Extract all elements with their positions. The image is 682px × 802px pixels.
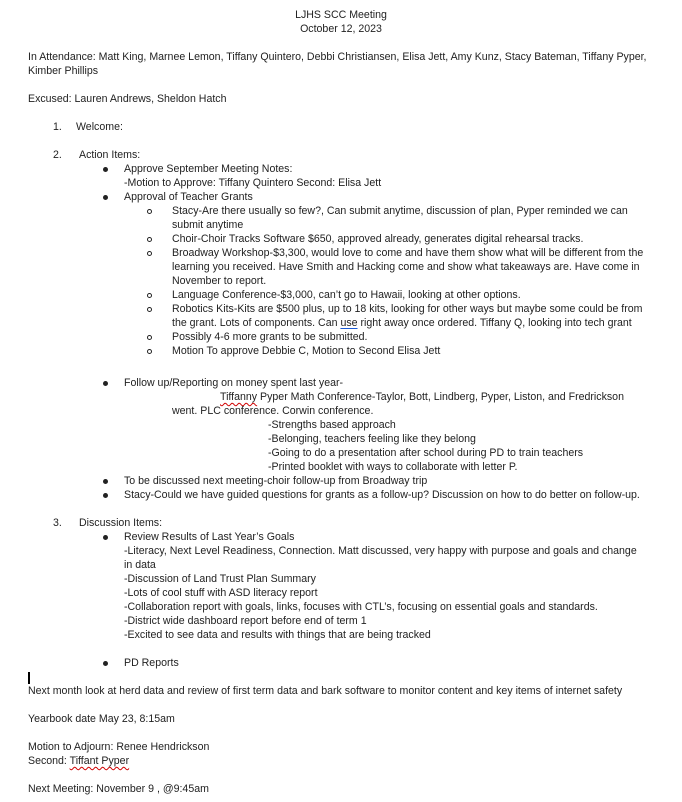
action-approve-notes: Approve September Meeting Notes: — [124, 163, 293, 175]
robotics-text-c: right away once ordered. Tiffany Q, looking into tech grant — [357, 317, 632, 329]
section-number-1: 1. — [53, 121, 62, 133]
spellcheck-flag-tiffanny[interactable]: Tiffanny — [220, 391, 258, 403]
attendance-line-2: Kimber Phillips — [28, 65, 99, 77]
discussion-dashboard: -District wide dashboard report before end of term 1 — [124, 615, 367, 627]
grant-broadway-line-1: Broadway Workshop-$3,300, would love to come and have them show what will be different from the — [172, 247, 644, 259]
grant-language: Language Conference-$3,000, can’t go to Hawaii, looking at other options. — [172, 289, 521, 301]
spellcheck-flag-tiffant-pyper[interactable]: Tiffant Pyper — [69, 755, 130, 767]
sub-bullet-icon — [147, 237, 152, 242]
section-number-2: 2. — [53, 149, 62, 161]
discussion-literacy-line-2: in data — [124, 559, 156, 571]
grant-broadway-line-2: learning you received. Have Smith and Hacking come and show what takeaways are. Have come in — [172, 261, 640, 273]
text-cursor — [28, 672, 30, 684]
followup-presentation: -Going to do a presentation after school during PD to train teachers — [268, 447, 584, 459]
discussion-asd: -Lots of cool stuff with ASD literacy report — [124, 587, 318, 599]
followup-booklet: -Printed booklet with ways to collaborate with letter P. — [268, 461, 518, 473]
sub-bullet-icon — [147, 335, 152, 340]
discussion-review: Review Results of Last Year’s Goals — [124, 531, 295, 543]
conference-line-1 — [220, 390, 624, 404]
attendance-line-1: In Attendance: Matt King, Marnee Lemon, Tiffany Quintero, Debbi Christiansen, Elisa Jett, Amy Kunz, Stacy Bateman, Tiffany Pyper, — [28, 51, 647, 63]
document-title: LJHS SCC Meeting — [295, 9, 387, 21]
sub-bullet-icon — [147, 251, 152, 256]
grant-choir: Choir-Choir Tracks Software $650, approved already, generates digital rehearsal tracks. — [172, 233, 584, 245]
bullet-icon — [103, 493, 108, 498]
bullet-icon — [103, 167, 108, 172]
footer-adjourn: Motion to Adjourn: Renee Hendrickson — [28, 741, 210, 753]
grant-stacy-line-2: submit anytime — [172, 219, 244, 231]
grammar-flag-use[interactable]: use — [340, 317, 358, 329]
footer-second — [28, 754, 129, 768]
bullet-icon — [103, 381, 108, 386]
grant-robotics-line-2 — [172, 316, 632, 330]
sub-bullet-icon — [147, 209, 152, 214]
action-motion: -Motion to Approve: Tiffany Quintero Second: Elisa Jett — [124, 177, 382, 189]
excused-line: Excused: Lauren Andrews, Sheldon Hatch — [28, 93, 227, 105]
action-next-meeting-discuss: To be discussed next meeting-choir follow-up from Broadway trip — [124, 475, 428, 487]
section-welcome: Welcome: — [76, 121, 123, 133]
action-followup: Follow up/Reporting on money spent last year- — [124, 377, 344, 389]
action-approval-grants: Approval of Teacher Grants — [124, 191, 253, 203]
section-discussion-items: Discussion Items: — [79, 517, 163, 529]
sub-bullet-icon — [147, 349, 152, 354]
action-stacy-guided: Stacy-Could we have guided questions for grants as a follow-up? Discussion on how to do better on follow-up. — [124, 489, 640, 501]
sub-bullet-icon — [147, 307, 152, 312]
grant-motion: Motion To approve Debbie C, Motion to Second Elisa Jett — [172, 345, 441, 357]
section-number-3: 3. — [53, 517, 62, 529]
conference-text: Pyper Math Conference-Taylor, Bott, Lindberg, Pyper, Liston, and Fredrickson — [257, 391, 624, 403]
second-label: Second: — [28, 755, 70, 767]
grant-broadway-line-3: November to report. — [172, 275, 267, 287]
footer-next-meeting: Next Meeting: November 9 , @9:45am — [28, 783, 209, 795]
followup-belonging: -Belonging, teachers feeling like they belong — [268, 433, 476, 445]
section-action-items: Action Items: — [79, 149, 141, 161]
robotics-text-a: the grant. Lots of components. Can — [172, 317, 341, 329]
grant-stacy-line-1: Stacy-Are there usually so few?, Can submit anytime, discussion of plan, Pyper reminded we can — [172, 205, 628, 217]
discussion-collab: -Collaboration report with goals, links, focuses with CTL’s, focusing on essential goals and standards. — [124, 601, 598, 613]
conference-line-2: went. PLC conference. Corwin conference. — [172, 405, 374, 417]
bullet-icon — [103, 661, 108, 666]
discussion-land-trust: -Discussion of Land Trust Plan Summary — [124, 573, 316, 585]
grant-robotics-line-1: Robotics Kits-Kits are $500 plus, up to 18 kits, looking for other ways but maybe some could be from — [172, 303, 643, 315]
bullet-icon — [103, 535, 108, 540]
discussion-excited: -Excited to see data and results with things that are being tracked — [124, 629, 431, 641]
meeting-date: October 12, 2023 — [300, 23, 382, 35]
sub-bullet-icon — [147, 293, 152, 298]
discussion-pd-reports: PD Reports — [124, 657, 179, 669]
bullet-icon — [103, 479, 108, 484]
discussion-literacy-line-1: -Literacy, Next Level Readiness, Connection. Matt discussed, very happy with purpose and goals and change — [124, 545, 637, 557]
followup-strengths: -Strengths based approach — [268, 419, 396, 431]
grant-possibly: Possibly 4-6 more grants to be submitted. — [172, 331, 368, 343]
footer-next-month: Next month look at herd data and review of first term data and bark software to monitor content and key items of internet safety — [28, 685, 623, 697]
footer-yearbook: Yearbook date May 23, 8:15am — [28, 713, 175, 725]
bullet-icon — [103, 195, 108, 200]
